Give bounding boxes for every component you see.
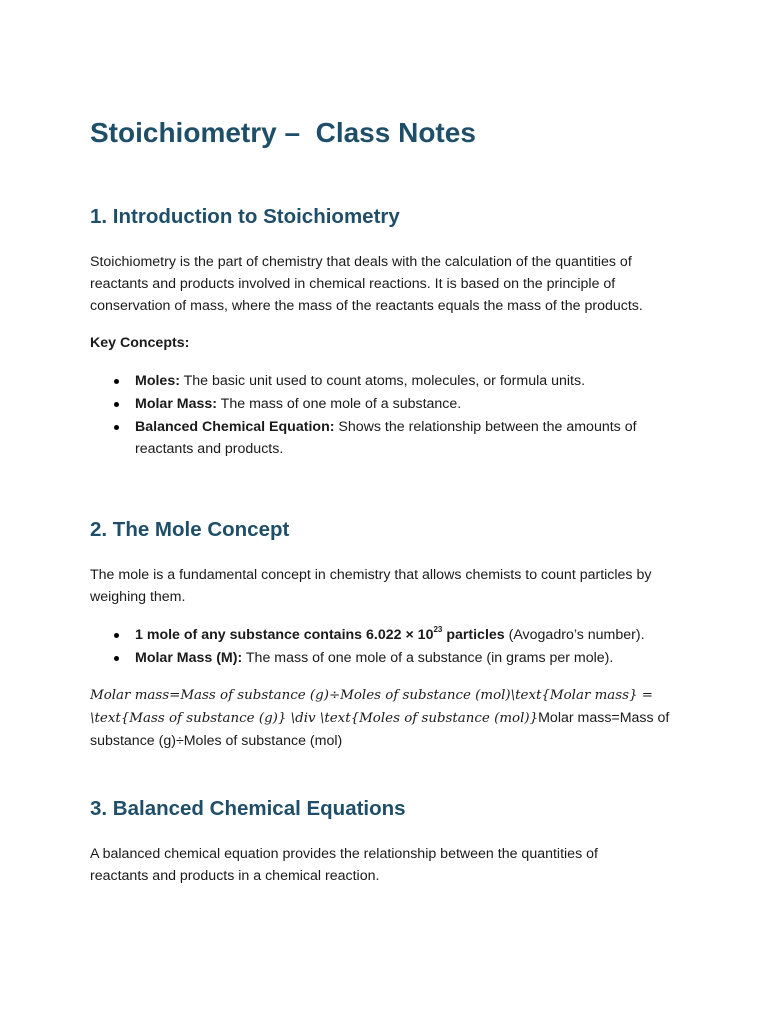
list-item-avogadro [90,624,678,646]
paragraph-line: weighing them. [90,589,186,605]
bullet-icon [114,379,119,384]
section-heading-balanced-equations: 3. Balanced Chemical Equations [90,797,406,820]
paragraph-line: reactants and products involved in chemical reactions. It is based on the principle of [90,276,616,292]
concept-term: Molar Mass (M): [135,650,243,666]
mole-concept-paragraph [90,564,678,608]
introduction-paragraph [90,251,678,317]
paragraph-line: Stoichiometry is the part of chemistry that deals with the calculation of the quantities of [90,254,632,270]
concept-text: Shows the relationship between the amounts of reactants and products. [135,419,637,457]
bullet-icon [114,425,119,430]
molar-mass-formula [90,684,678,752]
list-item-balanced-equation [90,416,678,460]
page-title: Stoichiometry – Class Notes [90,117,476,148]
formula-italic-line: \text{Mass of substance (g)} \div \text{Moles of substance (mol)} [90,711,539,726]
paragraph-line: A balanced chemical equation provides the relationship between the quantities of [90,846,598,862]
key-concepts-list [90,370,678,460]
avogadro-note: (Avogadro’s number). [504,627,645,643]
list-item-molar-mass-m [90,647,678,669]
paragraph-line: conservation of mass, where the mass of the reactants equals the mass of the products. [90,298,643,314]
concept-text: The mass of one mole of a substance (in grams per mole). [242,650,614,666]
avogadro-prefix: 1 mole of any substance contains 6.022 × 10 [135,627,434,643]
formula-plain-text: Molar mass=Mass of [538,710,670,726]
balanced-equations-paragraph [90,843,678,887]
section-heading-mole-concept: 2. The Mole Concept [90,518,290,541]
avogadro-suffix: particles [442,627,505,643]
formula-italic-line: Molar mass=Mass of substance (g)÷Moles of substance (mol)\text{Molar mass} = [90,688,654,703]
section-heading-introduction: 1. Introduction to Stoichiometry [90,205,400,228]
paragraph-line: The mole is a fundamental concept in chemistry that allows chemists to count particles by [90,567,652,583]
key-concepts-label: Key Concepts: [90,335,190,351]
paragraph-line: reactants and products in a chemical reaction. [90,868,380,884]
bullet-icon [114,633,119,638]
mole-facts-list [90,624,678,669]
avogadro-exponent: 23 [433,625,443,634]
concept-text: The basic unit used to count atoms, molecules, or formula units. [179,373,586,389]
concept-term: Balanced Chemical Equation: [135,419,335,435]
concept-term: Moles: [135,373,180,389]
bullet-icon [114,402,119,407]
list-item-moles [90,370,678,392]
bullet-icon [114,656,119,661]
concept-text: The mass of one mole of a substance. [217,396,462,412]
formula-plain-text: substance (g)÷Moles of substance (mol) [90,733,343,749]
list-item-molar-mass [90,393,678,415]
concept-term: Molar Mass: [135,396,217,412]
avogadro-statement [135,627,505,643]
